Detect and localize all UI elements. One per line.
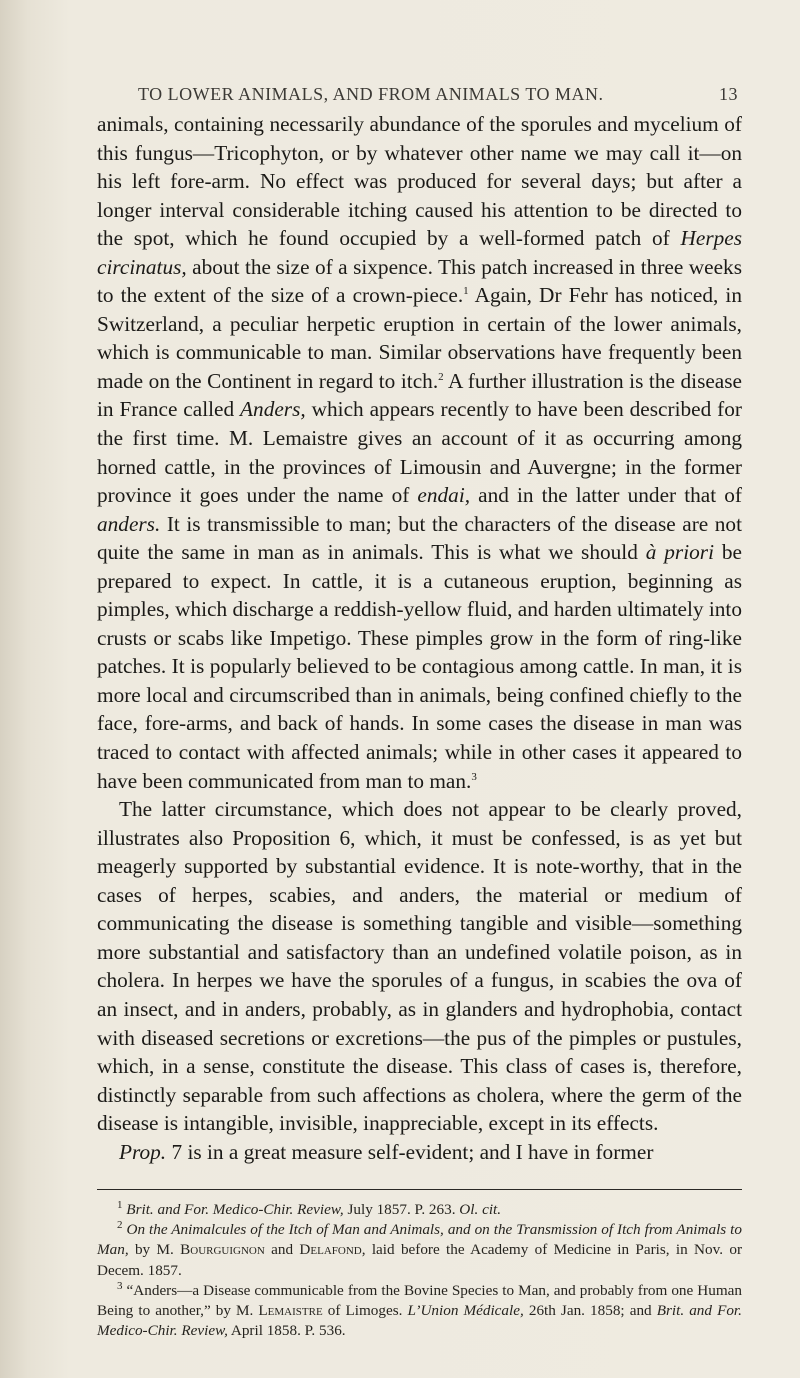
main-text <box>97 110 742 1166</box>
footnote-3: $^3$ “Anders—a Disease communicable from the Bovine Species to Man, and probably from one Human Being to another,” by M. Lemaistre of Limoges. L’Union Médicale, 26th Jan. 1858; and Brit. and For. Medico-Chir. Review, April 1858. P. 536. <box>97 1279 743 1340</box>
running-title: TO LOWER ANIMALS, AND FROM ANIMALS TO MAN. <box>138 84 604 104</box>
footnote-divider <box>97 1189 742 1190</box>
paragraph-3: Prop. 7 is in a great measure self-evident; and I have in former <box>119 1139 654 1164</box>
footnotes <box>97 1200 742 1341</box>
paragraph-1: animals, containing necessarily abundance of the sporules and mycelium of this fungus—Tricophyton, or by whatever other name we may call it—on his left fore-arm. No effect was produced for several days; but after a longer interval considerable itching caused his attention to be directed to the spot, which he found occupied by a well-formed patch of Herpes circinatus, about the size of a sixpence. This patch increased in three weeks to the extent of the size of a crown-piece.$^1$ Again, Dr Fehr has noticed, in Switzerland, a peculiar herpetic eruption in certain of the lower animals, which is communicable to man. Similar observations have frequently been made on the Continent in regard to itch.$^2$ A further illustration is the disease in France called Anders, which appears recently to have been described for the first time. M. Lemaistre gives an account of it as occurring among horned cattle, in the provinces of Limousin and Auvergne; in the former province it goes under the name of endai, and in the latter under that of anders. It is transmissible to man; but the characters of the disease are not quite the same in man as in animals. This is what we should à priori be prepared to expect. In cattle, it is a cutaneous eruption, beginning as pimples, which discharge a reddish-yellow fluid, and harden ultimately into crusts or scabs like Impetigo. These pimples grow in the form of ring-like patches. It is popularly believed to be contagious among cattle. In man, it is more local and circumscribed than in animals, being confined chiefly to the face, fore-arms, and back of hands. In some cases the disease in man was traced to contact with affected animals; while in other cases it appeared to have been communicated from man to man.$^3$ <box>97 112 743 793</box>
footnote-2: $^2$ On the Animalcules of the Itch of Man and Animals, and on the Transmission of Itch from Animals to Man, by M. Bourguignon and Delafond, laid before the Academy of Medicine in Paris, in Nov. or Decem. 1857. <box>97 1219 743 1279</box>
footnote-ref-2: 2 <box>438 370 444 383</box>
page-number: 13 <box>719 84 738 104</box>
footnote-ref-3: 3 <box>471 770 477 783</box>
paragraph-2: The latter circumstance, which does not appear to be clearly proved, illustrates also Proposition 6, which, it must be confessed, is as yet but meagerly supported by substantial evidence. It is note-worthy, that in the cases of herpes, scabies, and anders, the material or medium of communicating the disease is something tangible and visible—something more substantial and satisfactory than an undefined volatile poison, as in cholera. In herpes we have the sporules of a fungus, in scabies the ova of an insect, and in anders, probably, as in glanders and hydrophobia, contact with diseased secretions or excretions—the pus of the pimples or pustules, which, in a sense, constitute the disease. This class of cases is, therefore, distinctly separable from such affections as cholera, where the germ of the disease is intangible, invisible, inappreciable, except in its effects. <box>97 797 742 1136</box>
footnote-ref-1: 1 <box>463 285 469 298</box>
footnote-1: $^1$ Brit. and For. Medico-Chir. Review, July 1857. P. 263. Ol. cit. <box>117 1198 502 1218</box>
